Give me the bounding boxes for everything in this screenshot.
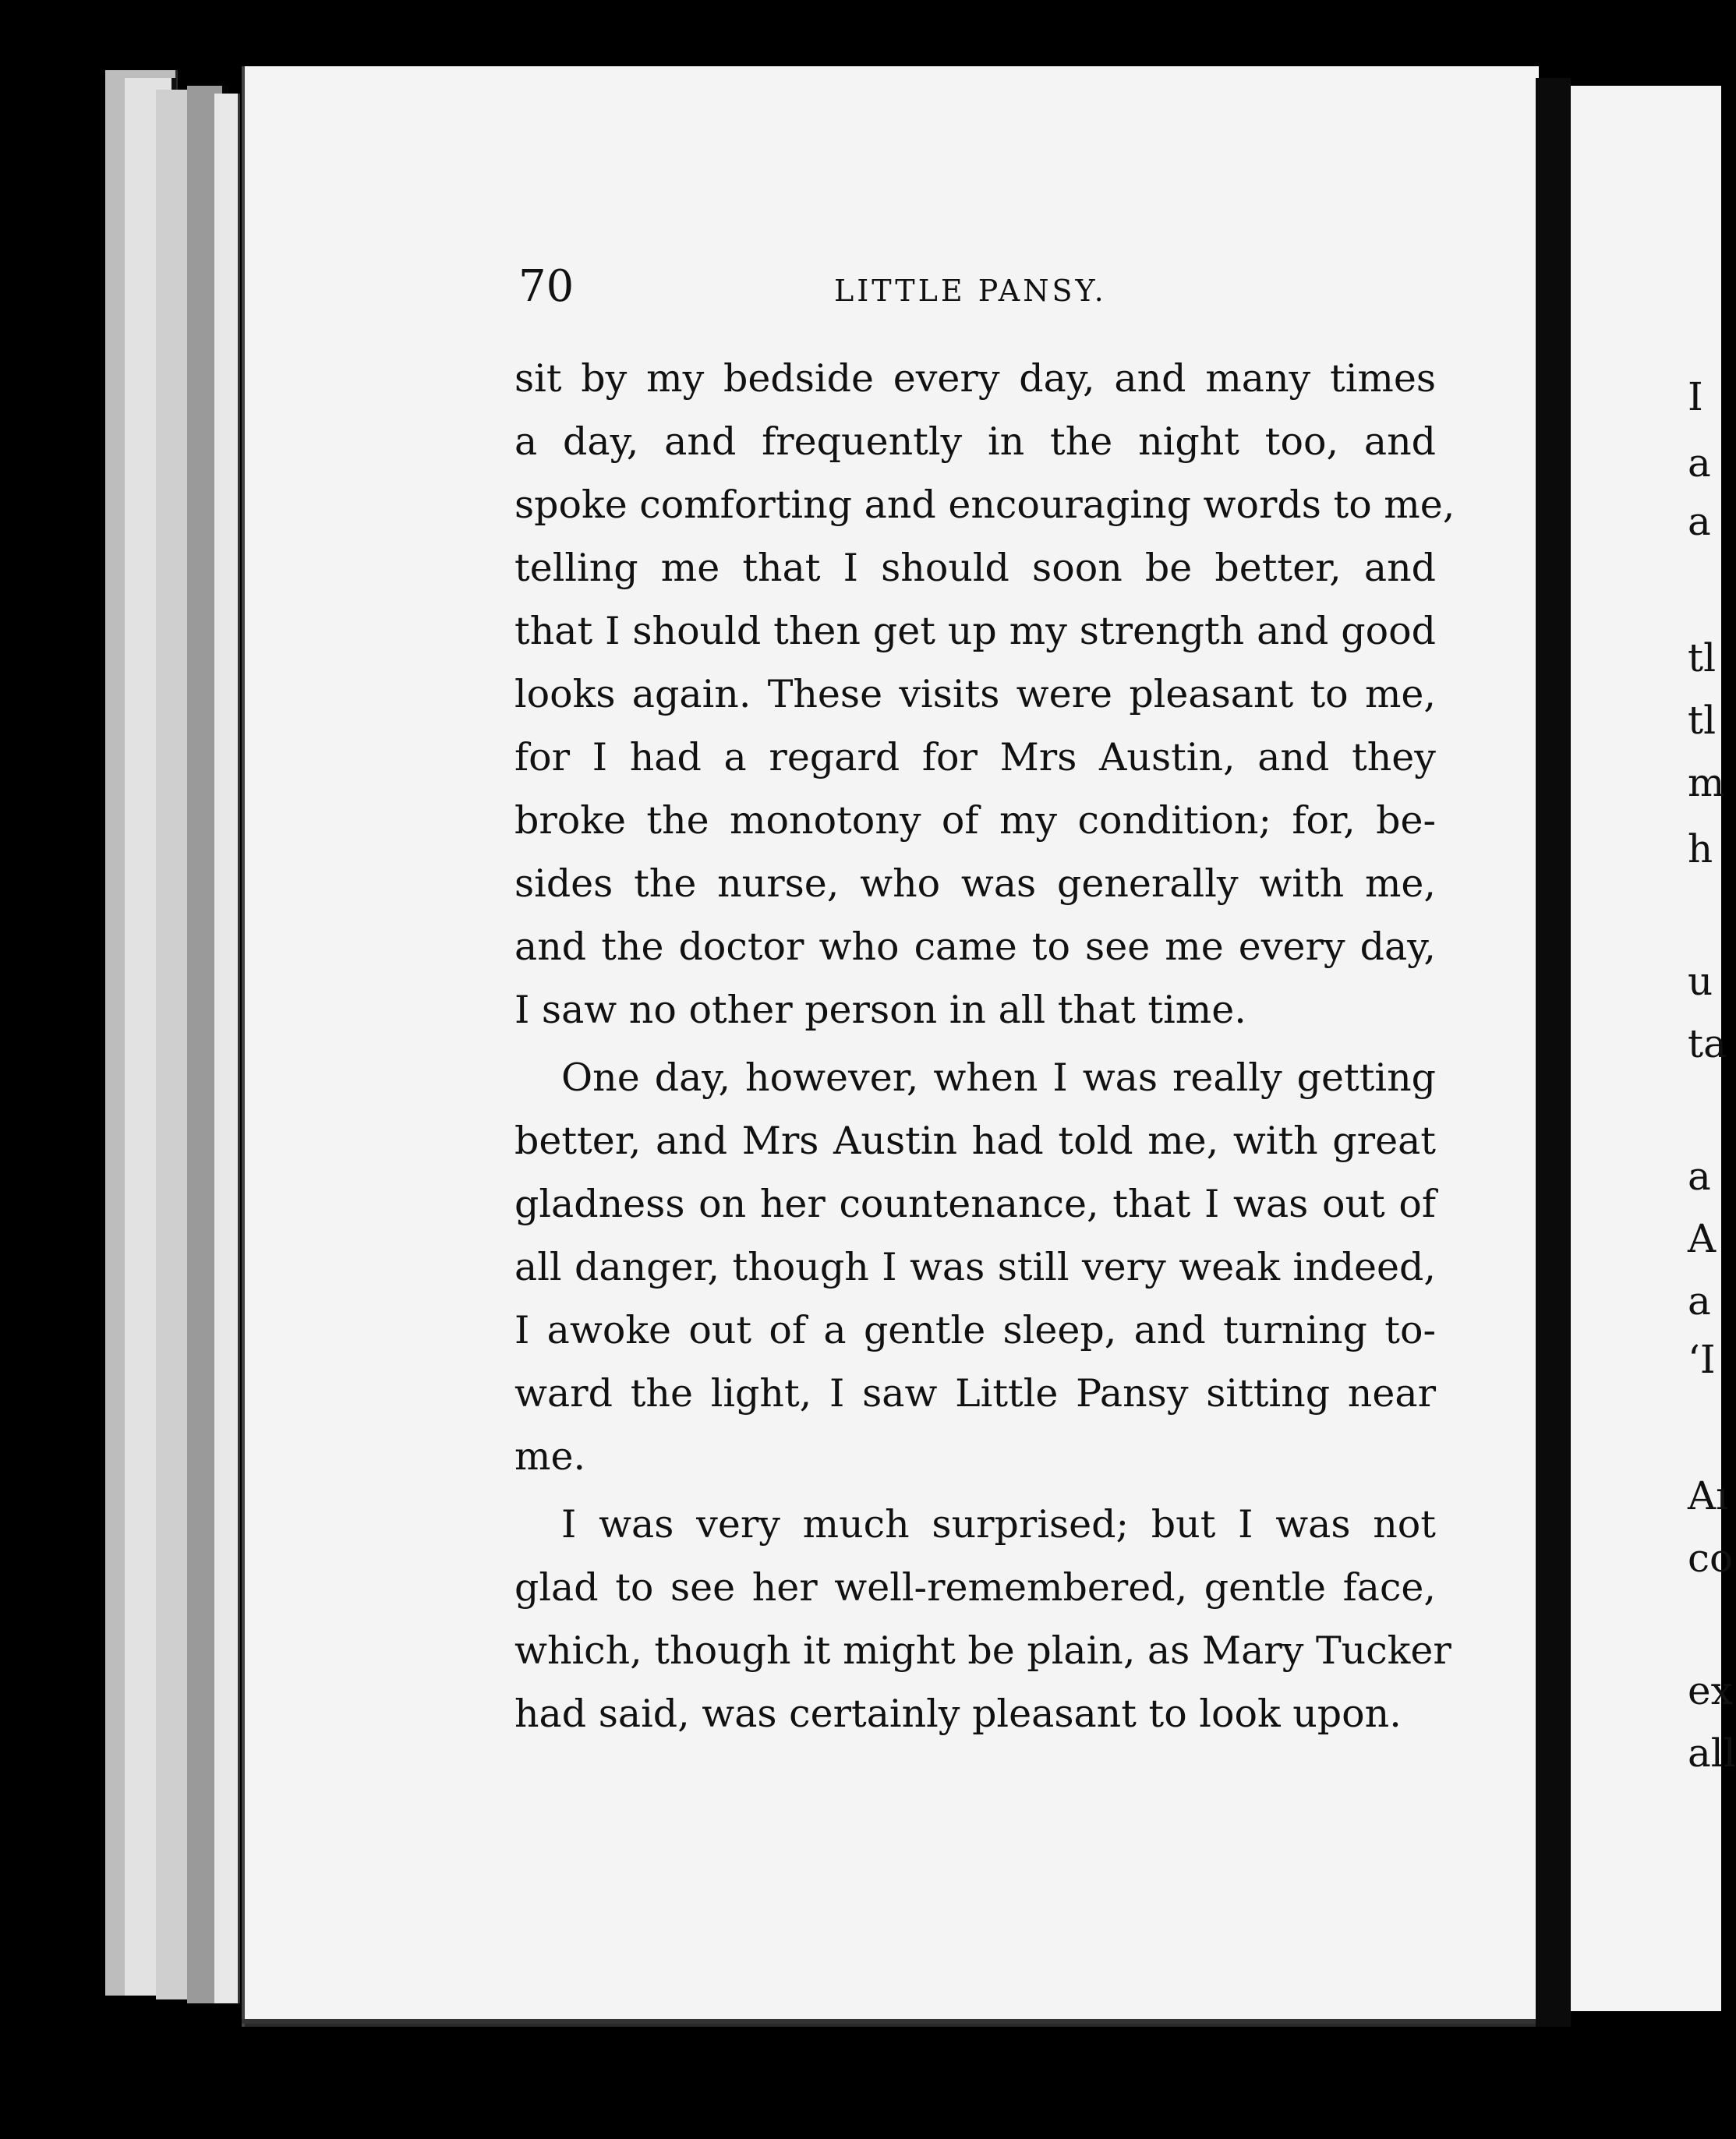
facing-page-fragment: ‘I — [1688, 1337, 1716, 1382]
page-edge — [156, 90, 191, 1999]
facing-page-fragment: A — [1688, 1216, 1717, 1261]
paragraph — [514, 1493, 1451, 1745]
text-line: better, and Mrs Austin had told me, with great — [514, 1119, 1436, 1163]
page-bottom-edge — [242, 2019, 1536, 2024]
text-line: and the doctor who came to see me every day, — [514, 925, 1436, 969]
text-line: which, though it might be plain, as Mary Tucker — [514, 1628, 1451, 1673]
facing-page-fragment: a — [1688, 1154, 1711, 1199]
facing-page-fragment: a — [1688, 1278, 1711, 1324]
text-line: gladness on her countenance, that I was out of — [514, 1182, 1436, 1226]
text-line: sides the nurse, who was generally with me, — [514, 861, 1436, 906]
text-line: spoke comforting and encouraging words to me, — [514, 483, 1455, 527]
text-line: sit by my bedside every day, and many times — [514, 356, 1436, 401]
facing-page-fragment: u — [1688, 959, 1713, 1004]
page-edge — [214, 94, 240, 2003]
text-line: telling me that I should soon be better, and — [514, 546, 1436, 590]
facing-page — [1571, 86, 1736, 2011]
facing-page-fragment: Aı — [1688, 1473, 1729, 1519]
text-line: ward the light, I saw Little Pansy sitting near — [514, 1371, 1436, 1416]
facing-page-fragment: co — [1688, 1536, 1734, 1581]
facing-page-fragment: all — [1688, 1731, 1736, 1776]
text-line: I saw no other person in all that time. — [514, 988, 1246, 1032]
facing-page-fragment: tl — [1688, 635, 1717, 681]
facing-page-fragment: tl — [1688, 698, 1717, 743]
page-number: 70 — [518, 261, 575, 312]
text-line: glad to see her well-remembered, gentle face, — [514, 1565, 1436, 1610]
facing-page-fragment: ex — [1688, 1668, 1733, 1713]
facing-page-fragment: a — [1688, 499, 1711, 544]
facing-page-fragment: h — [1688, 826, 1713, 872]
body-text — [514, 347, 1455, 1745]
paragraph — [514, 347, 1455, 1041]
text-line: broke the monotony of my condition; for, be- — [514, 798, 1436, 843]
book-title: LITTLE PANSY. — [834, 274, 1107, 308]
text-line: I awoke out of a gentle sleep, and turning to- — [514, 1308, 1436, 1352]
text-line: all danger, though I was still very weak indeed, — [514, 1245, 1436, 1289]
text-line: looks again. These visits were pleasant to me, — [514, 672, 1436, 716]
paragraph — [514, 1046, 1436, 1488]
text-line: I was very much surprised; but I was not — [561, 1502, 1436, 1547]
text-line: One day, however, when I was really getting — [561, 1055, 1436, 1100]
facing-page-fragment: a — [1688, 440, 1711, 486]
running-head — [518, 263, 1438, 310]
book-gutter — [1536, 78, 1571, 2027]
facing-page-fragment: ta — [1688, 1021, 1727, 1066]
facing-page-fragment: I — [1688, 374, 1703, 419]
text-line: that I should then get up my strength and good — [514, 609, 1436, 653]
text-line: for I had a regard for Mrs Austin, and they — [514, 735, 1436, 780]
text-line: me. — [514, 1434, 586, 1479]
text-line: a day, and frequently in the night too, and — [514, 419, 1436, 464]
facing-page-fragment: m — [1688, 760, 1725, 805]
text-line: had said, was certainly pleasant to look upon. — [514, 1692, 1402, 1736]
